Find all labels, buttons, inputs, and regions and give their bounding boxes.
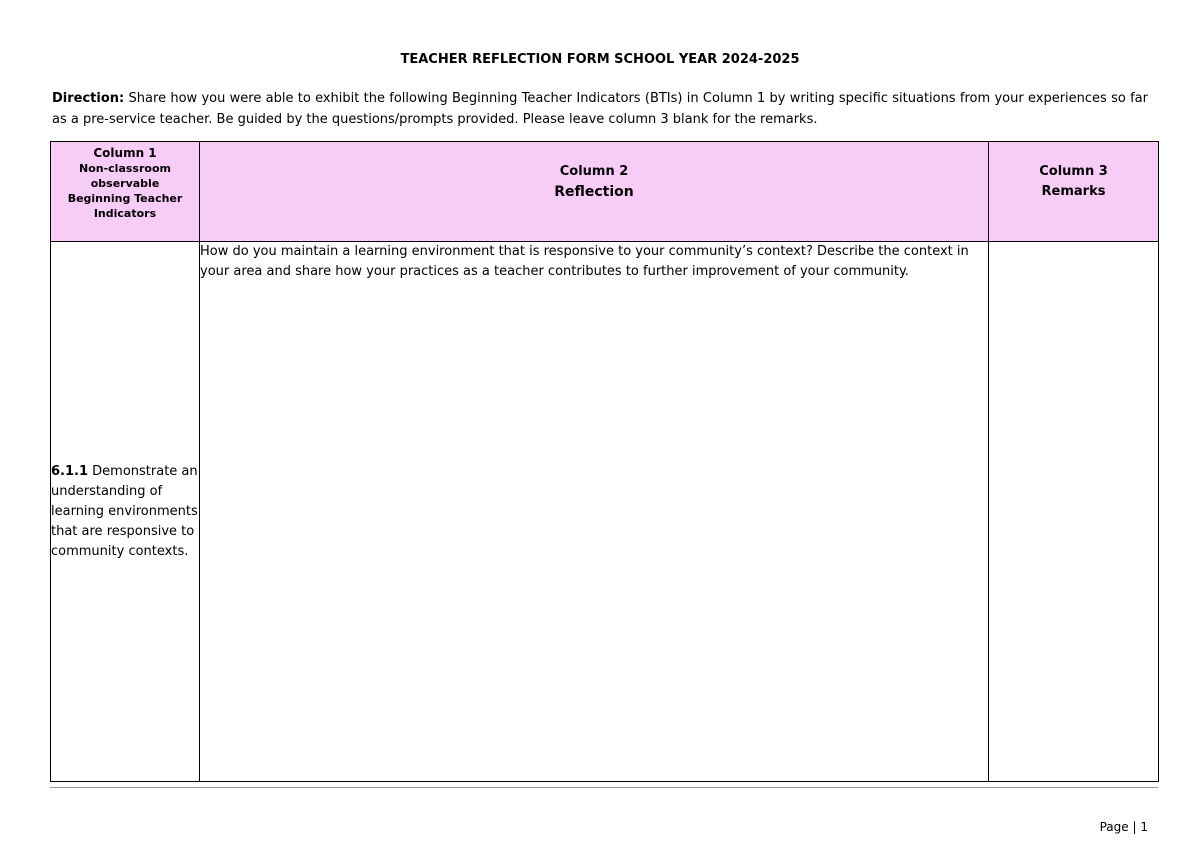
column-1-subtitle: Non-classroom observable [79,162,171,190]
indicator-code: 6.1.1 [51,463,89,479]
indicator-text: Demonstrate an understanding of learning environments that are responsive to community contexts. [51,463,198,559]
page-number-value: 1 [1140,820,1148,834]
column-1-title: Column 1 [93,146,157,160]
page-separator: | [1132,820,1137,834]
table-header-row [51,142,1159,242]
column-3-title: Column 3 [1039,164,1108,179]
reflection-prompt: How do you maintain a learning environment that is responsive to your community’s context? Describe the context in your area and share how your practices as a teacher contributes to further improvement of your community. [200,244,969,279]
reflection-table [50,141,1159,782]
reflection-cell[interactable] [200,242,989,782]
page-label: Page [1099,820,1129,834]
column-3-header [989,142,1159,242]
column-2-subtitle: Reflection [554,184,634,200]
indicator-cell [51,242,200,782]
column-1-subtitle-2: Beginning Teacher Indicators [67,192,183,220]
page-number [1100,820,1148,834]
column-2-header [200,142,989,242]
table-row [51,242,1159,782]
footer-divider [50,787,1158,788]
direction-paragraph [52,88,1148,130]
form-title: TEACHER REFLECTION FORM SCHOOL YEAR 2024-2025 [400,52,800,67]
direction-label: Direction: [52,91,125,106]
column-1-header [51,142,200,242]
column-3-subtitle: Remarks [1041,184,1106,199]
column-2-title: Column 2 [559,164,629,179]
remarks-cell[interactable] [989,242,1159,782]
direction-text: Share how you were able to exhibit the following Beginning Teacher Indicators (BTIs) in Column 1 by writing specific situations from your experiences so far as a pre-service teacher. Be guided by the questions/prompts provided. Please leave column 3 blank for the remarks. [52,91,1148,127]
